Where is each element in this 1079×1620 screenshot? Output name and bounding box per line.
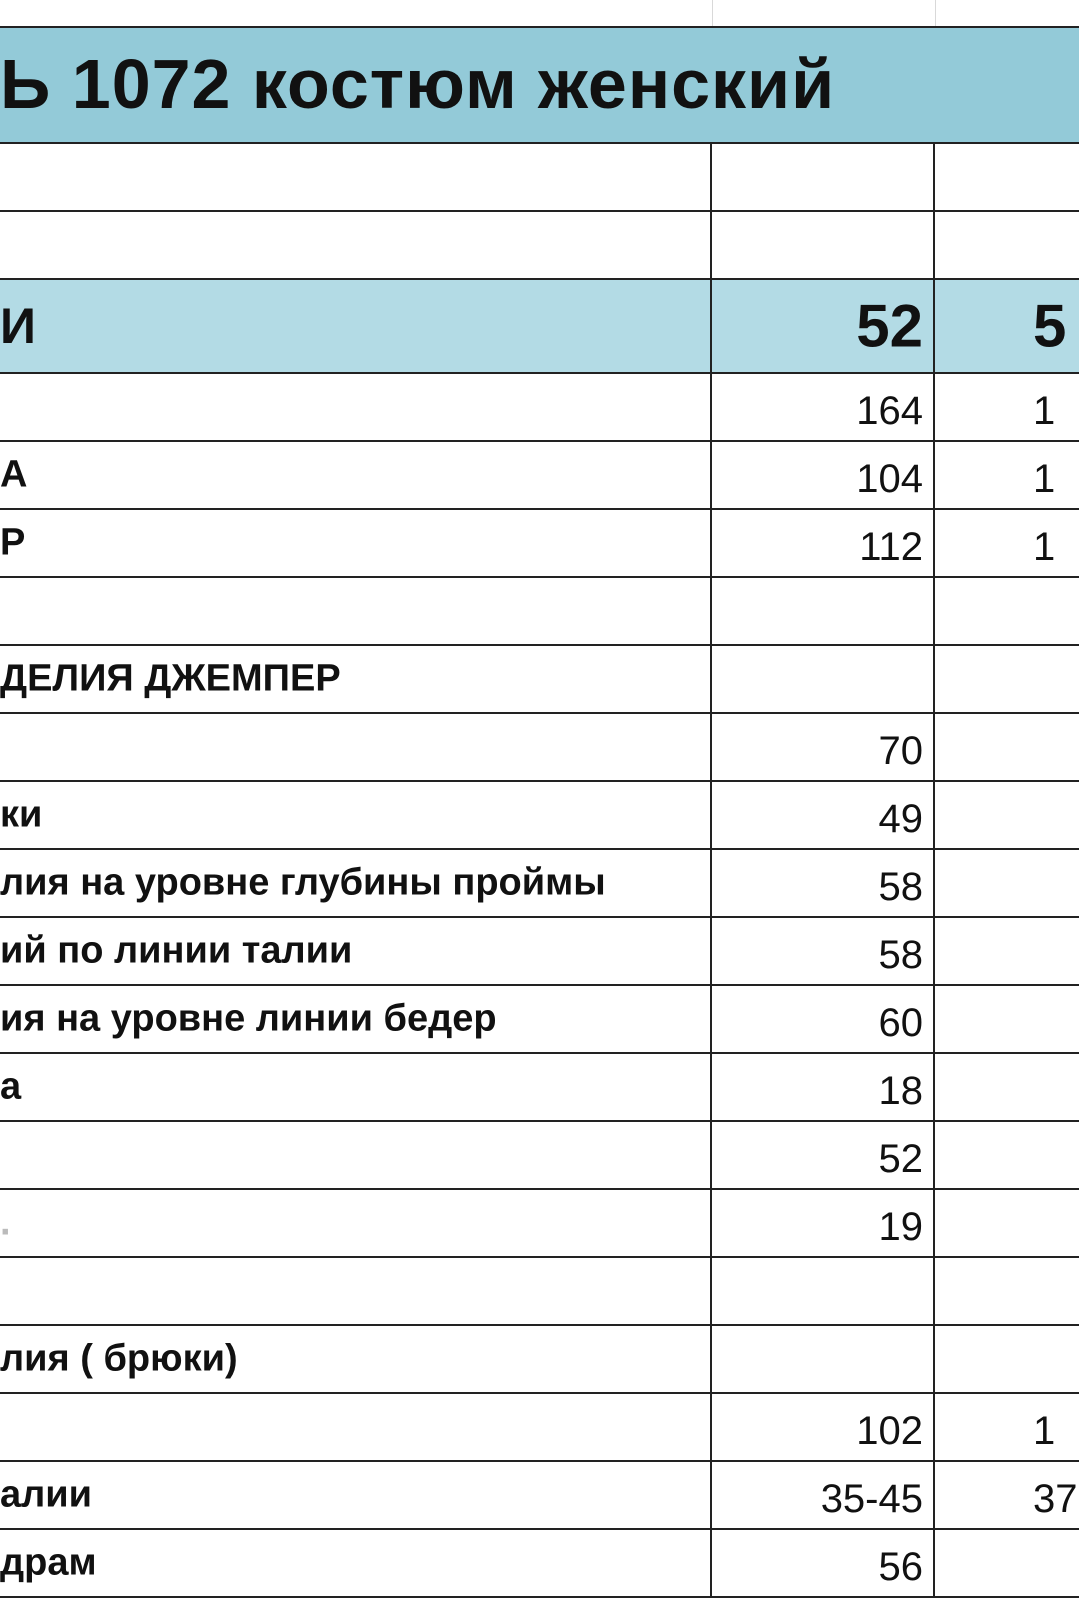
title-row[interactable] (0, 26, 1079, 144)
label-cell[interactable] (0, 714, 712, 780)
label-cell[interactable] (0, 646, 712, 712)
label-cell[interactable] (0, 1190, 712, 1256)
table-row[interactable] (0, 578, 1079, 646)
label-cell[interactable] (0, 280, 712, 372)
size-cell[interactable] (935, 280, 1079, 372)
value-cell[interactable] (935, 850, 1079, 916)
table-row[interactable] (0, 986, 1079, 1054)
value-cell[interactable] (712, 646, 935, 712)
value-cell[interactable] (935, 646, 1079, 712)
table-row[interactable] (0, 374, 1079, 442)
row-label: А (0, 453, 28, 496)
table-row[interactable] (0, 1258, 1079, 1326)
label-cell[interactable] (0, 1122, 712, 1188)
table-row[interactable] (0, 714, 1079, 782)
label-cell[interactable] (0, 212, 712, 278)
row-label: ДЕЛИЯ ДЖЕМПЕР (0, 657, 341, 700)
row-value: 18 (878, 1069, 923, 1113)
label-cell[interactable] (0, 374, 712, 440)
row-label: драм (0, 1541, 97, 1584)
value-cell[interactable] (712, 1258, 935, 1324)
value-cell[interactable] (935, 1190, 1079, 1256)
size-cell[interactable] (712, 280, 935, 372)
label-cell[interactable] (0, 1326, 712, 1392)
table-row[interactable] (0, 1190, 1079, 1258)
row-value: 52 (878, 1137, 923, 1181)
value-cell[interactable] (712, 850, 935, 916)
value-cell[interactable] (712, 1122, 935, 1188)
value-cell[interactable] (935, 212, 1079, 278)
row-value: 164 (856, 389, 923, 433)
value-cell[interactable] (712, 1190, 935, 1256)
size-value: 52 (856, 292, 923, 360)
row-label: лия ( брюки) (0, 1337, 238, 1380)
row-value: 112 (859, 525, 923, 569)
table-row[interactable] (0, 442, 1079, 510)
value-cell[interactable] (935, 1258, 1079, 1324)
label-cell[interactable] (0, 782, 712, 848)
row-value: 70 (878, 729, 923, 773)
table-row[interactable] (0, 782, 1079, 850)
row-value: 49 (878, 797, 923, 841)
table-row[interactable] (0, 1530, 1079, 1598)
row-value: 1 (1033, 1409, 1056, 1453)
label-cell[interactable] (0, 1394, 712, 1460)
row-label: ия на уровне линии бедер (0, 997, 497, 1040)
label-cell[interactable] (0, 510, 712, 576)
row-value: 102 (856, 1409, 923, 1453)
value-cell[interactable] (935, 1462, 1079, 1528)
row-value: 1 (1033, 457, 1056, 501)
table-row[interactable] (0, 510, 1079, 578)
row-label: алии (0, 1473, 92, 1516)
value-cell[interactable] (712, 714, 935, 780)
value-cell[interactable] (712, 1394, 935, 1460)
value-cell[interactable] (712, 1326, 935, 1392)
row-value: 1 (1033, 525, 1056, 569)
row-value: 19 (878, 1205, 923, 1249)
gridline (935, 0, 936, 26)
row-value: 1 (1033, 389, 1056, 433)
table-row[interactable] (0, 1054, 1079, 1122)
label-cell[interactable] (0, 144, 712, 210)
value-cell[interactable] (712, 1462, 935, 1528)
row-value: 104 (856, 457, 923, 501)
table-row[interactable] (0, 850, 1079, 918)
row-label: а (0, 1065, 22, 1108)
size-table (0, 144, 1079, 1598)
label-cell[interactable] (0, 1258, 712, 1324)
row-value: 58 (878, 933, 923, 977)
table-row[interactable] (0, 1122, 1079, 1190)
value-cell[interactable] (712, 1530, 935, 1596)
label-cell[interactable] (0, 1054, 712, 1120)
row-label: Р (0, 521, 26, 564)
sheet-title: Ь 1072 костюм женский (0, 45, 836, 123)
label-cell[interactable] (0, 1530, 712, 1596)
row-label: лия на уровне глубины проймы (0, 861, 606, 904)
label-cell[interactable] (0, 442, 712, 508)
value-cell[interactable] (712, 442, 935, 508)
row-label: ки (0, 793, 43, 836)
row-label: ий по линии талии (0, 929, 353, 972)
row-value: 58 (878, 865, 923, 909)
value-cell[interactable] (935, 1054, 1079, 1120)
value-cell[interactable] (935, 1122, 1079, 1188)
row-value: 37 (1033, 1477, 1078, 1521)
value-cell[interactable] (712, 578, 935, 644)
table-row[interactable] (0, 646, 1079, 714)
gridline (712, 0, 713, 26)
value-cell[interactable] (935, 442, 1079, 508)
row-value: 35-45 (820, 1477, 923, 1521)
label-cell[interactable] (0, 850, 712, 916)
value-cell[interactable] (712, 782, 935, 848)
label-cell[interactable] (0, 986, 712, 1052)
label-cell[interactable] (0, 1462, 712, 1528)
header-label: И (0, 298, 36, 354)
value-cell[interactable] (935, 714, 1079, 780)
row-value: 60 (878, 1001, 923, 1045)
value-cell[interactable] (712, 510, 935, 576)
row-label: . (0, 1201, 11, 1244)
value-cell[interactable] (712, 1054, 935, 1120)
value-cell[interactable] (712, 212, 935, 278)
label-cell[interactable] (0, 578, 712, 644)
label-cell[interactable] (0, 918, 712, 984)
value-cell[interactable] (935, 986, 1079, 1052)
table-row[interactable] (0, 1326, 1079, 1394)
value-cell[interactable] (935, 578, 1079, 644)
value-cell[interactable] (935, 1530, 1079, 1596)
value-cell[interactable] (935, 374, 1079, 440)
size-header-row[interactable] (0, 280, 1079, 374)
value-cell[interactable] (712, 986, 935, 1052)
table-row[interactable] (0, 212, 1079, 280)
value-cell[interactable] (935, 1326, 1079, 1392)
table-row[interactable] (0, 1394, 1079, 1462)
table-row[interactable] (0, 1462, 1079, 1530)
table-row[interactable] (0, 144, 1079, 212)
value-cell[interactable] (935, 782, 1079, 848)
size-value: 5 (1033, 292, 1067, 360)
value-cell[interactable] (935, 1394, 1079, 1460)
value-cell[interactable] (935, 510, 1079, 576)
value-cell[interactable] (712, 374, 935, 440)
value-cell[interactable] (935, 918, 1079, 984)
value-cell[interactable] (712, 918, 935, 984)
table-row[interactable] (0, 918, 1079, 986)
value-cell[interactable] (935, 144, 1079, 210)
row-value: 56 (878, 1545, 923, 1589)
value-cell[interactable] (712, 144, 935, 210)
